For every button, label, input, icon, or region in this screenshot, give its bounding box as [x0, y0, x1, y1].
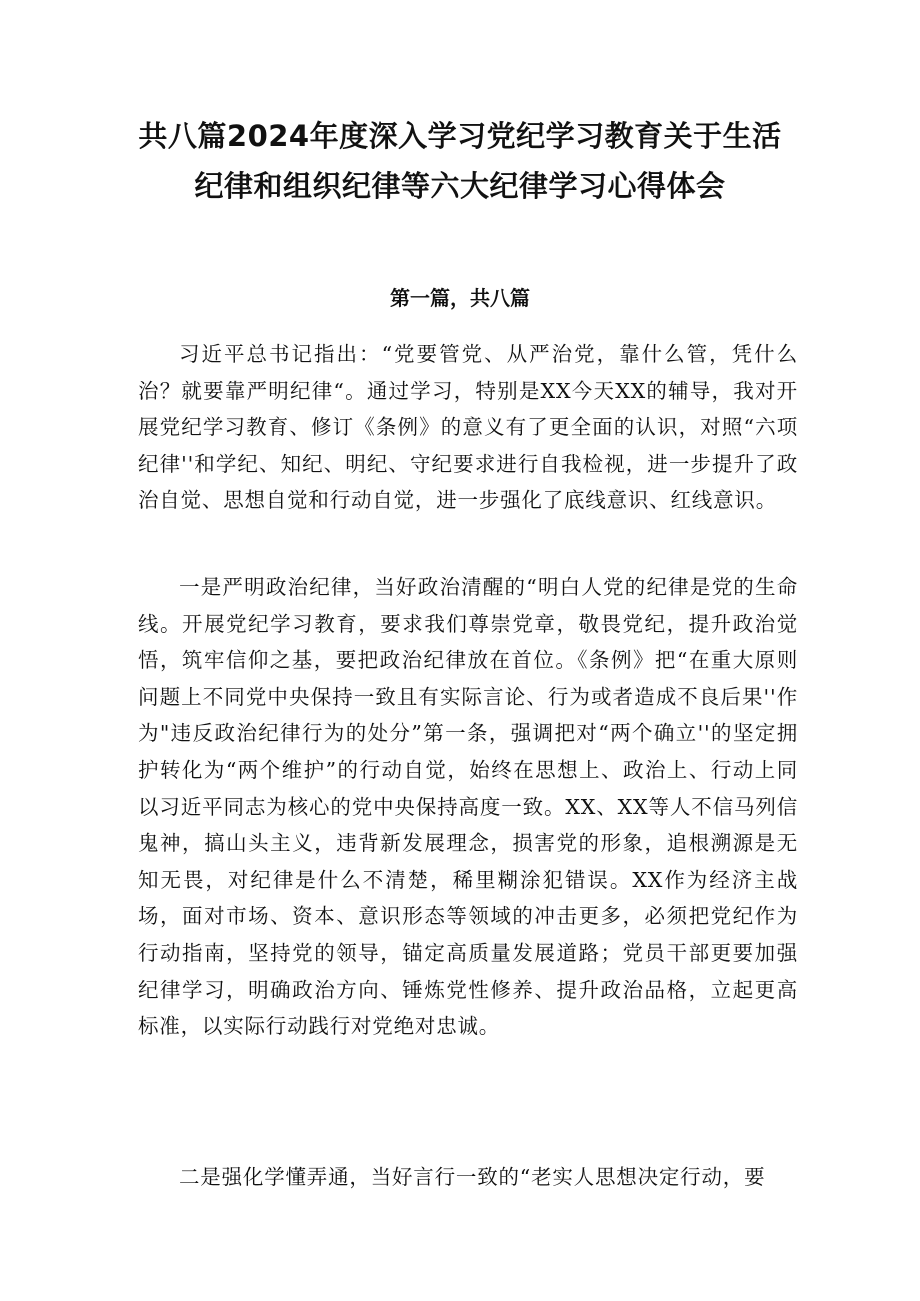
document-title-line-2: 纪律和组织纪律等六大纪律学习心得体会 — [194, 169, 726, 203]
paragraph-political-discipline: 一是严明政治纪律，当好政治清醒的“明白人党的纪律是党的生命线。开展党纪学习教育，要求我们尊崇党章，敬畏党纪，提升政治觉悟，筑牢信仰之基，要把政治纪律放在首位。《条例》把“在重大原则问题上不同党中央保持一致且有实际言论、行为或者造成不良后果''作为"违反政治纪律行为的处分”第一条，强调把对“两个确立''的坚定拥护转化为“两个维护”的行动自觉，始终在思想上、政治上、行动上同以习近平同志为核心的党中央保持高度一致。XX、XX等人不信马列信鬼神，搞山头主义，违背新发展理念，损害党的形象，追根溯源是无知无畏，对纪律是什么不清楚，稀里糊涂犯错误。XX作为经济主战场，面对市场、资本、意识形态等领域的冲击更多，必须把党纪作为行动指南，坚持党的领导，锚定高质量发展道路；党员干部更要加强纪律学习，明确政治方向、锤炼党性修养、提升政治品格，立起更高标准，以实际行动践行对党绝对忠诚。 — [138, 575, 798, 1039]
paragraph-intro: 习近平总书记指出：“党要管党、从严治党，靠什么管，凭什么治？就要靠严明纪律“。通过学习，特别是XX今天XX的辅导，我对开展党纪学习教育、修订《条例》的意义有了更全面的认识，对照“六项纪律''和学纪、知纪、明纪、守纪要求进行自我检视，进一步提升了政治自觉、思想自觉和行动自觉，进一步强化了底线意识、红线意识。 — [138, 342, 798, 513]
paragraph-learning: 二是强化学懂弄通，当好言行一致的“老实人思想决定行动，要 — [179, 1165, 766, 1189]
document-title-line-1: 共八篇2024年度深入学习党纪学习教育关于生活 — [138, 119, 782, 153]
section-heading: 第一篇，共八篇 — [390, 286, 530, 310]
